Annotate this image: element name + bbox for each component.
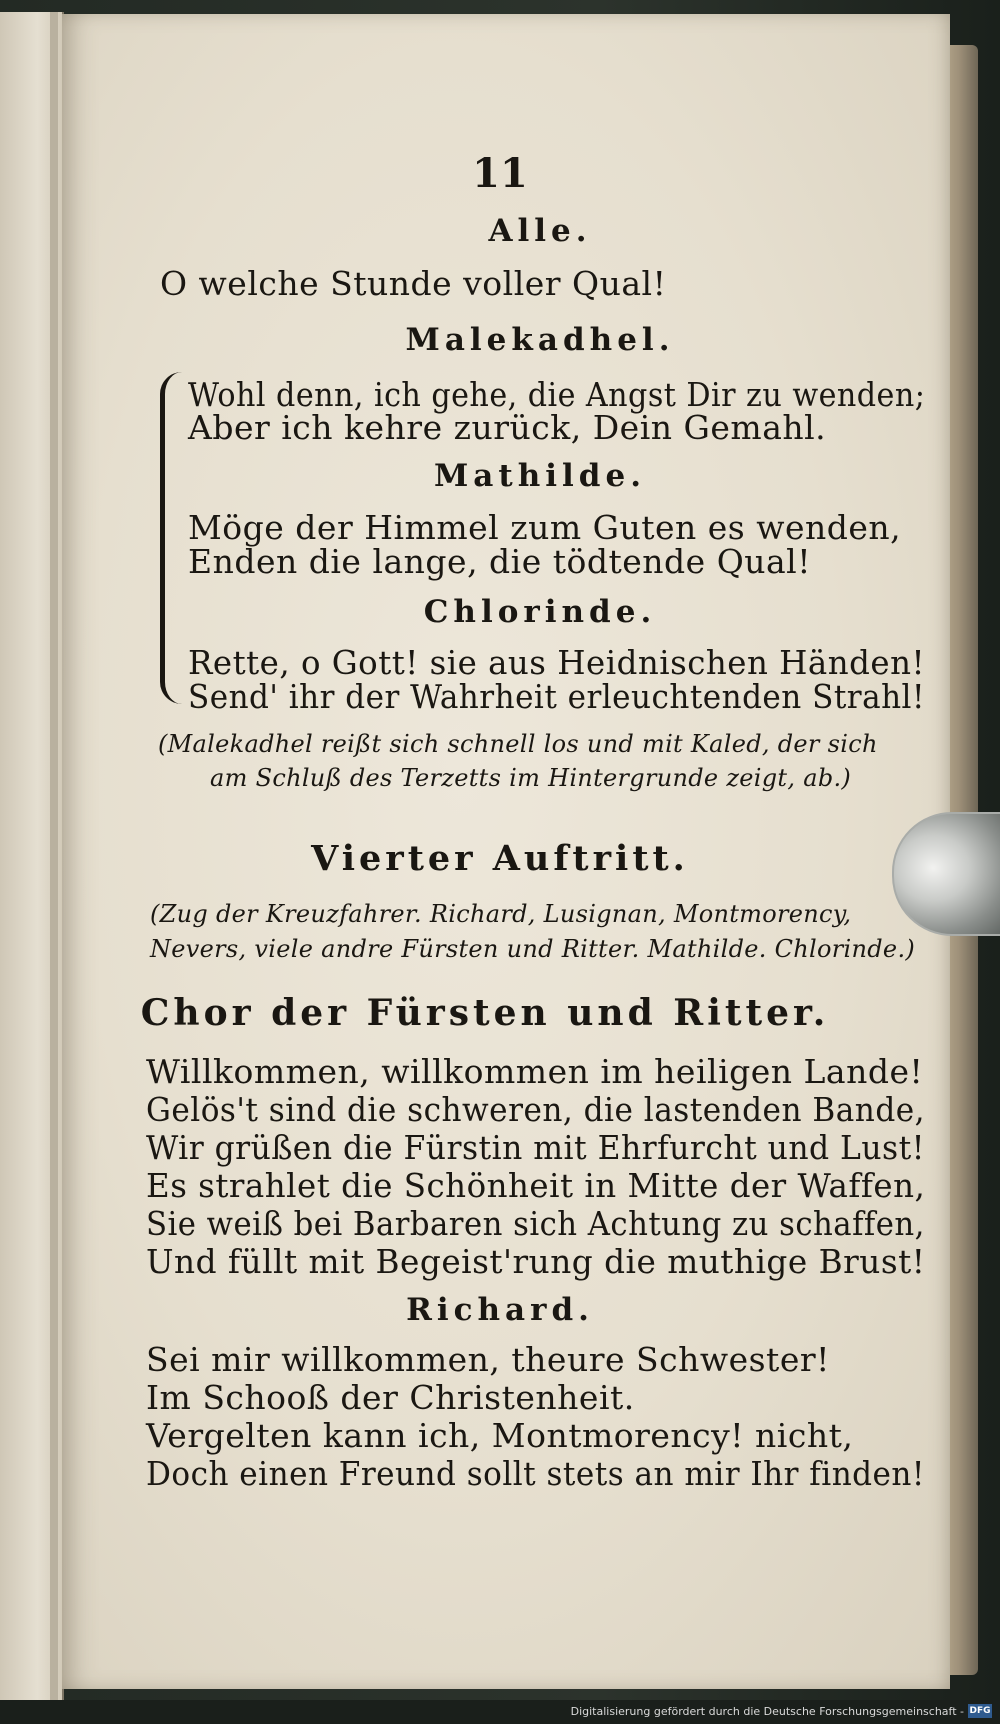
verse-line: Send' ihr der Wahrheit erleuchtenden Strahl! [188, 677, 925, 716]
stage-direction: am Schluß des Terzetts im Hintergrunde zeigt, ab.) [210, 764, 852, 792]
speaker-chor: Chor der Fürsten und Ritter. [140, 992, 830, 1034]
page-number: 11 [472, 150, 528, 197]
verse-line: Wir grüßen die Fürstin mit Ehrfurcht und Lust! [146, 1128, 925, 1167]
verse-line: Gelös't sind die schweren, die lastenden Bande, [146, 1090, 926, 1129]
speaker-alle: Alle. [488, 213, 592, 249]
verse-line: Vergelten kann ich, Montmorency! nicht, [146, 1416, 854, 1455]
dfg-logo: DFG [969, 1706, 991, 1716]
stage-direction: (Malekadhel reißt sich schnell los und mit Kaled, der sich [158, 730, 878, 758]
verse-line: Im Schooß der Christenheit. [146, 1378, 635, 1417]
stage-direction: Nevers, viele andre Fürsten und Ritter. Mathilde. Chlorinde.) [150, 935, 916, 963]
verse-line: Rette, o Gott! sie aus Heidnischen Händen! [188, 643, 926, 682]
speaker-malekadhel: Malekadhel. [405, 322, 675, 358]
verse-line: Möge der Himmel zum Guten es wenden, [188, 508, 902, 547]
digitization-credit: Digitalisierung gefördert durch die Deutsche Forschungsgemeinschaft - [570, 1705, 964, 1718]
stage-direction: (Zug der Kreuzfahrer. Richard, Lusignan, Montmorency, [150, 900, 852, 928]
scene-heading: Vierter Auftritt. [311, 838, 689, 879]
verse-line: Sie weiß bei Barbaren sich Achtung zu schaffen, [146, 1204, 925, 1243]
verse-line: Sei mir willkommen, theure Schwester! [146, 1340, 830, 1379]
speaker-mathilde: Mathilde. [433, 458, 647, 494]
verse-line: Und füllt mit Begeist'rung die muthige Brust! [146, 1242, 926, 1281]
speaker-richard: Richard. [406, 1292, 594, 1328]
speaker-chlorinde: Chlorinde. [423, 594, 657, 630]
verse-line: Enden die lange, die tödtende Qual! [188, 542, 811, 581]
verse-line: Doch einen Freund sollt stets an mir Ihr finden! [146, 1454, 925, 1493]
verse-line: Aber ich kehre zurück, Dein Gemahl. [188, 408, 827, 447]
verse-line: Willkommen, willkommen im heiligen Lande! [146, 1052, 924, 1091]
verse-brace [160, 372, 187, 704]
verse-line: O welche Stunde voller Qual! [160, 264, 667, 303]
verse-line: Es strahlet die Schönheit in Mitte der Waffen, [146, 1166, 926, 1205]
verse-line: Wohl denn, ich gehe, die Angst Dir zu wenden; [188, 375, 926, 414]
